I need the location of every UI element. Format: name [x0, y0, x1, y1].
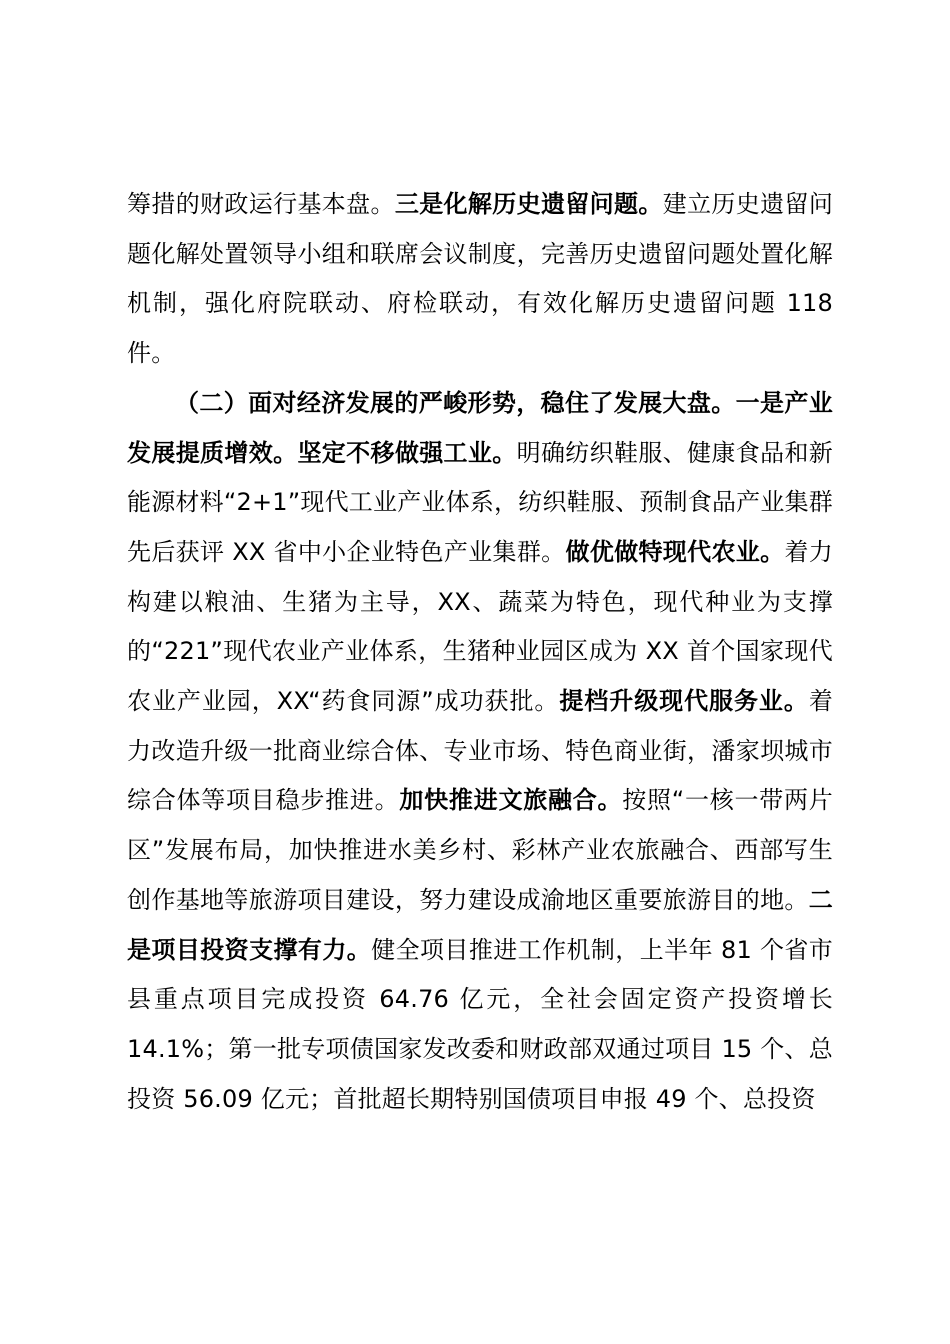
- bold-heading-run: 做优做特现代农业。: [565, 537, 785, 566]
- paragraph-fiscal: [127, 180, 833, 379]
- bold-heading-run: （二）面对经济发展的严峻形势，稳住了发展大盘。一是产业发展提质增效。坚定不移做强工业。: [127, 388, 833, 467]
- document-body: [127, 180, 833, 1124]
- text-run: 筹措的财政运行基本盘。: [127, 190, 395, 218]
- bold-heading-run: 二是项目投资支撑有力。: [127, 885, 833, 964]
- bold-heading-run: 三是化解历史遗留问题。: [394, 190, 663, 218]
- bold-heading-run: 加快推进文旅融合。: [399, 786, 623, 815]
- text-run: 按照“一核一带两片区”发展布局，加快推进水美乡村、彩林产业农旅融合、西部写生创作基地等旅游项目建设，努力建设成渝地区重要旅游目的地。: [127, 786, 833, 914]
- text-run: 健全项目推进工作机制，上半年 81 个省市县重点项目完成投资 64.76 亿元，全社会固定资产投资增长 14.1%；第一批专项债国家发改委和财政部双通过项目 15 个、总投资 56.09 亿元；首批超长期特别国债项目申报 49 个、总投资: [127, 935, 834, 1113]
- paragraph-economy: [127, 379, 833, 1125]
- text-run: 建立历史遗留问题化解处置领导小组和联席会议制度，完善历史遗留问题处置化解机制，强化府院联动、府检联动，有效化解历史遗留问题 118 件。: [127, 190, 834, 368]
- text-run: 着力构建以粮油、生猪为主导，XX、蔬菜为特色，现代种业为支撑的“221”现代农业产业体系，生猪种业园区成为 XX 首个国家现代农业产业园，XX“药食同源”成功获批。: [127, 537, 833, 716]
- text-run: 着力改造升级一批商业综合体、专业市场、特色商业街，潘家坝城市综合体等项目稳步推进。: [127, 687, 834, 815]
- text-run: 明确纺织鞋服、健康食品和新能源材料“2+1”现代工业产业体系，纺织鞋服、预制食品产业集群先后获评 XX 省中小企业特色产业集群。: [127, 438, 833, 566]
- bold-heading-run: 提档升级现代服务业。: [559, 687, 809, 716]
